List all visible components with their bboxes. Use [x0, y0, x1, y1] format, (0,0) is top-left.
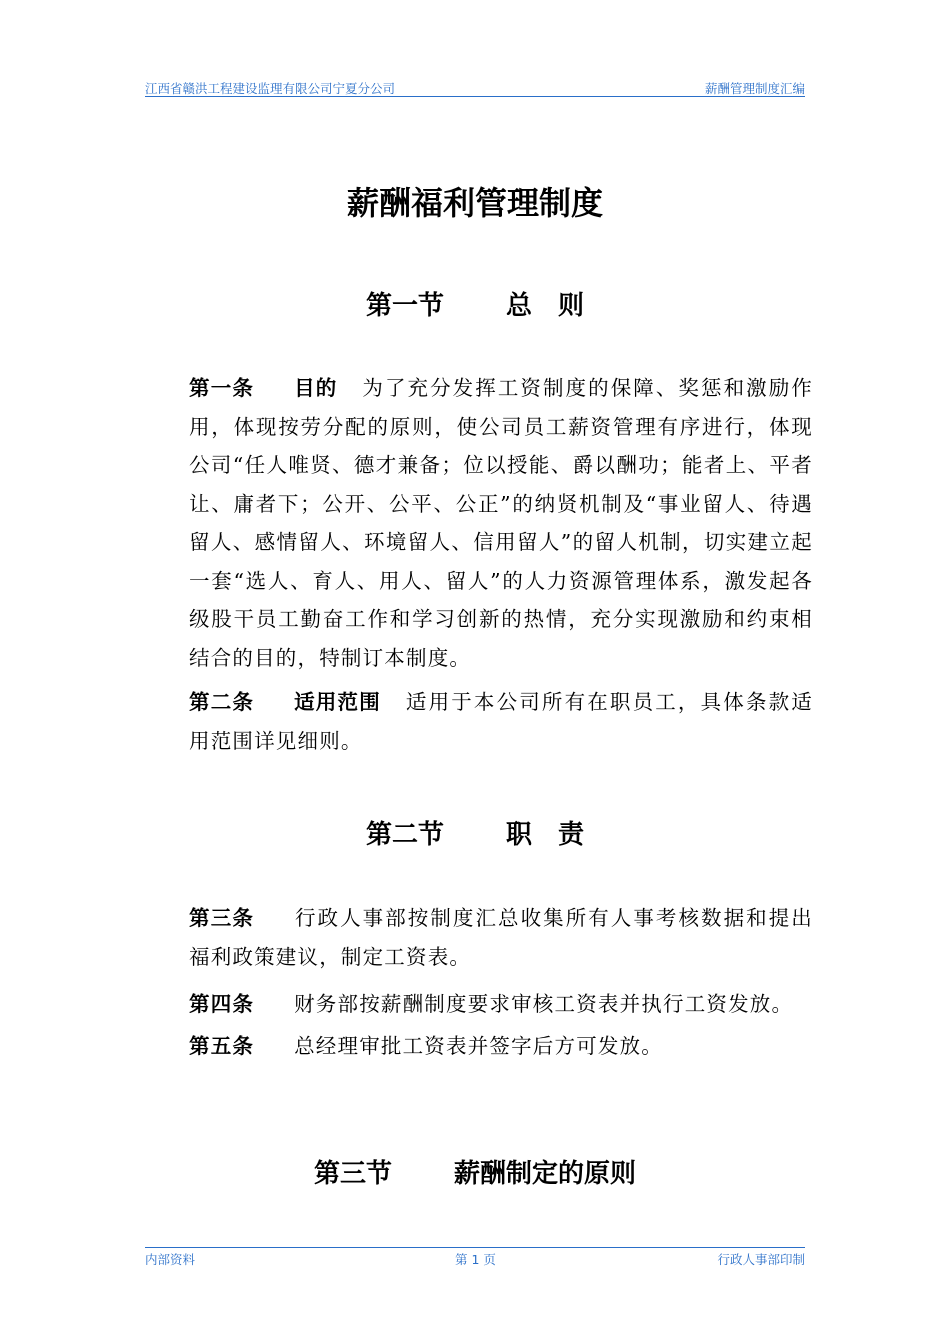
section-number: 第三节 — [313, 1159, 392, 1189]
article-2 — [145, 683, 813, 760]
article-label: 第五条 — [189, 1034, 255, 1058]
section-name: 薪酬制定的原则 — [454, 1159, 637, 1189]
article-label: 第二条 — [189, 690, 255, 714]
article-label: 第四条 — [189, 992, 255, 1016]
article-topic: 适用范围 — [294, 690, 381, 714]
section-heading-3 — [0, 1153, 950, 1190]
header-doc-series: 薪酬管理制度汇编 — [704, 81, 805, 96]
section-number: 第二节 — [365, 820, 444, 850]
page-footer — [145, 1247, 805, 1266]
section-heading-2 — [0, 814, 950, 851]
section-name: 总 则 — [506, 291, 585, 321]
article-4 — [145, 985, 813, 1024]
article-topic: 目的 — [294, 376, 338, 400]
article-3 — [145, 899, 813, 976]
page-header — [145, 78, 805, 97]
article-5 — [145, 1027, 813, 1066]
section-heading-1 — [0, 285, 950, 322]
article-text: 适用于本公司所有在职员工，具体条款适用范围详见细则。 — [189, 690, 813, 753]
article-text: 行政人事部按制度汇总收集所有人事考核数据和提出福利政策建议，制定工资表。 — [189, 906, 813, 969]
article-label: 第三条 — [189, 906, 255, 930]
footer-page-number: 第 1 页 — [455, 1252, 496, 1267]
document-title: 薪酬福利管理制度 — [346, 184, 603, 222]
article-label: 第一条 — [189, 376, 255, 400]
section-number: 第一节 — [365, 291, 444, 321]
article-text: 财务部按薪酬制度要求审核工资表并执行工资发放。 — [294, 992, 794, 1016]
article-1 — [145, 369, 813, 677]
article-text: 为了充分发挥工资制度的保障、奖惩和激励作用，体现按劳分配的原则，使公司员工薪资管理有序进行，体现公司“任人唯贤、德才兼备；位以授能、爵以酬功；能者上、平者让、庸者下；公开、公平、公正”的纳贤机制及“事业留人、待遇留人、感情留人、环境留人、信用留人”的留人机制，切实建立起一套“选人、育人、用人、留人”的人力资源管理体系，激发起各级股干员工勤奋工作和学习创新的热情，充分实现激励和约束相结合的目的，特制订本制度。 — [189, 376, 813, 670]
footer-printed-by: 行政人事部印制 — [717, 1252, 805, 1267]
article-text: 总经理审批工资表并签字后方可发放。 — [294, 1034, 664, 1058]
header-company: 江西省赣洪工程建设监理有限公司宁夏分公司 — [145, 81, 396, 96]
section-name: 职 责 — [506, 820, 585, 850]
footer-internal-label: 内部资料 — [145, 1252, 196, 1267]
